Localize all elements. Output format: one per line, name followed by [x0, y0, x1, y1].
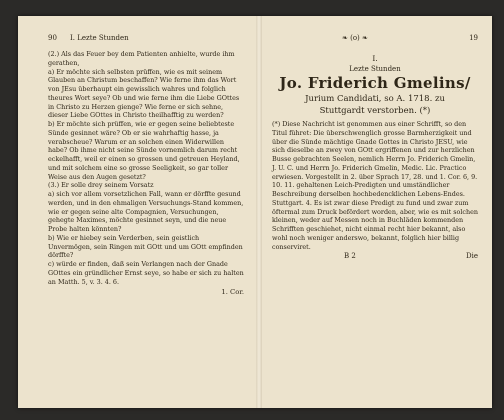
page-number: 19: [469, 34, 478, 42]
text-paragraph: b) Er möchte sich prüffen, wie er gegen seine beliebteste Sünde gesinnet wäre? Ob er sie wahrhaftig hasse, ja verabscheue? Warum er an solchen einen Widerwillen habe? Ob ihme nicht seine Sünde vornemlich darum recht eckelhafft, weil er einen so grossen und getreuen Heyland, und mit solchem eine so grosse Seeligkeit, so gar toller Weise aus den Augen gesetzt?: [48, 120, 240, 181]
running-head: I. Lezte Stunden: [70, 34, 129, 42]
text-paragraph: b) Wie er hiebey sein Verderben, sein geistlich Unvermögen, sein Ringen mit GOtt und um GOtt empfinden dörffte?: [48, 233, 243, 260]
catchword: 1. Cor.: [221, 288, 244, 297]
right-page: [272, 34, 478, 264]
title-line: Lezte Stunden: [349, 65, 401, 73]
text-paragraph: (3.) Er solle drey seinem Vorsatz: [48, 181, 154, 190]
right-page-footer: [272, 252, 478, 264]
title-name: Jo. Friderich Gmelins/: [279, 74, 471, 92]
catchword: Die: [466, 252, 478, 261]
text-paragraph: a) sich vor allem vorsetzlichen Fall, wann er dörffte gesund werden, und in den ehmaligen Versuchungs-Stand kommen, wie er gegen seine alte Compagnien, Versuchungen, gehegte Maximes, möchte gesinnet seyn, und die neue Probe halten könnten?: [48, 190, 244, 233]
left-page-footer: [48, 288, 244, 300]
page-fold: [256, 16, 262, 408]
right-page-header: [272, 34, 478, 46]
footnote-text: (*) Diese Nachricht ist genommen aus einer Schrifft, so den Titul führet: Die überschwenglich grosse Barmherzigkeit und über die Sünde mächtige Gnade Gottes in Christo JESU, wie sich dieselbe an zwey von GOtt ergriffenen und zur herzlichen Busse gebrachten Seelen, nemlich Herrn Jo. Friderich Gmelin, J. U. C. und Herrn Jo. Friderich Gmelin, Medic. Lic. Practico erwiesen. Vorgestellt in 2. über Sprach 17, 28. und 1. Cor. 6, 9. 10. 11. gehaltenen Leich-Predigten und umständlicher Beschreibung derselben hochbedencklichen Lebens-Endes. Stuttgart. 4. Es ist zwar diese Predigt zu fund und zwar zum öftermal zum Druck befördert worden, aber, wie es mit solchen kleinen, weder auf Messen noch in Buchläden kommenden Schrifften geschiehet, nicht einmal recht hier bekannt, also wohl noch weniger anderswo, bekannt, folglich hier billig conserviret.: [272, 120, 478, 251]
left-page-header: [48, 34, 244, 46]
signature-mark: B 2: [344, 252, 356, 261]
text-paragraph: (2.) Als das Feuer bey dem Patienten anhielte, wurde ihm gerathen,: [48, 50, 235, 67]
text-paragraph: c) würde er finden, daß sein Verlangen nach der Gnade GOttes ein gründlicher Ernst seye, so habe er sich zu halten an Matth. 5, v. 3. 4. 6.: [48, 260, 244, 286]
page-number: 90: [48, 34, 57, 42]
header-ornament: ❧ (o) ❧: [342, 34, 368, 42]
title-line: Stuttgardt verstorben. (*): [319, 106, 431, 116]
left-page: [48, 34, 244, 300]
text-paragraph: a) Er möchte sich selbsten prüffen, wie es mit seinem Glauben an Christum beschaffen? Wie ferne ihm das Wort von JEsu überhaupt ein gewisslich wahres und folglich theures Wort seye? Ob und wie ferne ihm die Liebe GOttes in Christo zu Herzen gienge? Wie ferne er sich sehne, dieser Liebe GOttes in Christo theilhafftig zu werden?: [48, 67, 240, 120]
document-sheet: [18, 16, 492, 408]
title-line: Jurium Candidati, so A. 1718. zu: [305, 94, 445, 104]
section-number: I.: [372, 54, 378, 63]
